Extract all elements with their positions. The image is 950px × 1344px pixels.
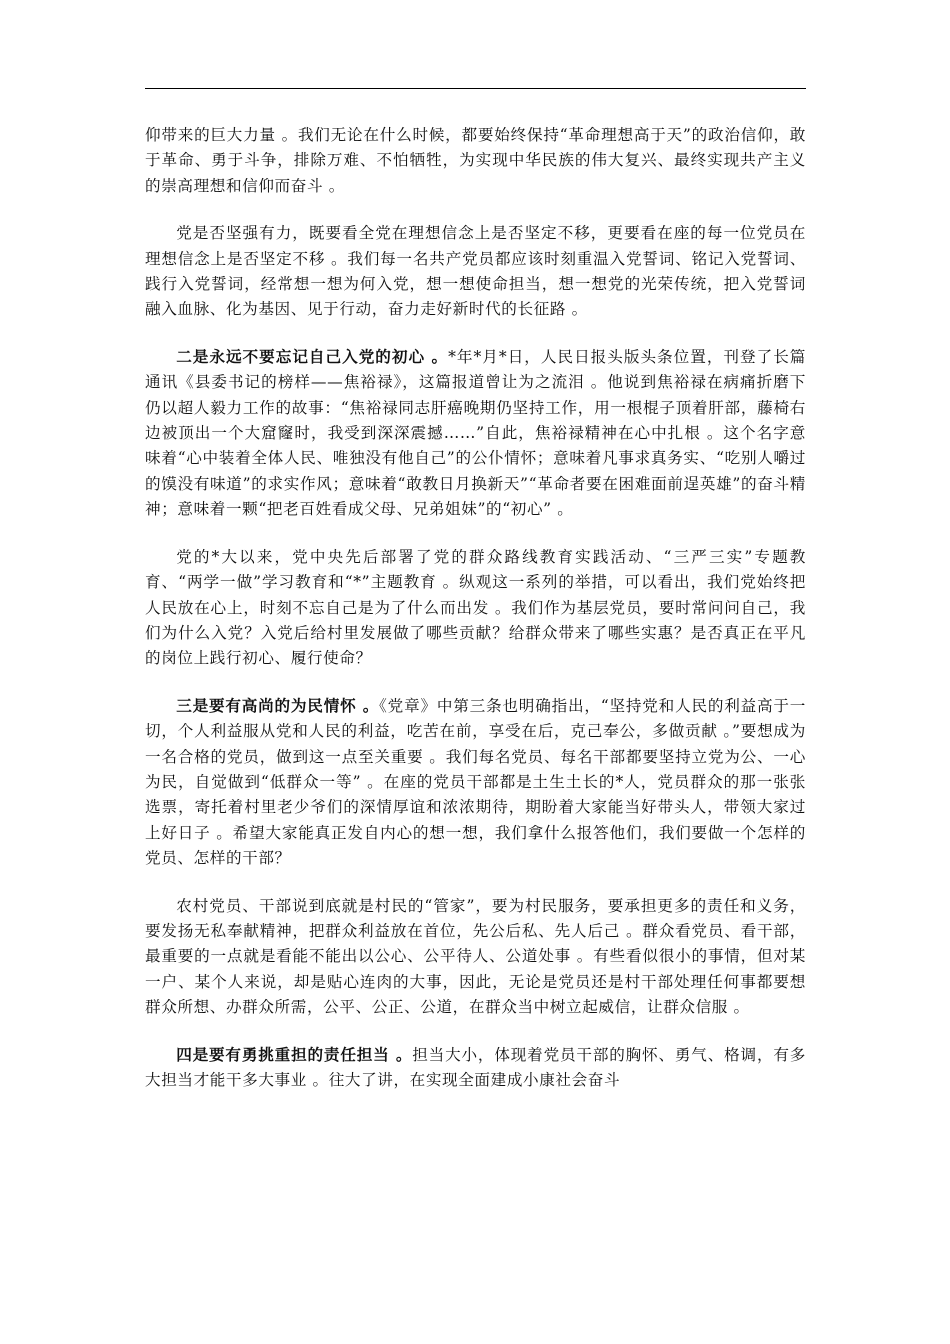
paragraph xyxy=(145,544,806,672)
section-heading-3: 三是要有高尚的为民情怀 。 xyxy=(176,695,380,715)
section-heading-2: 二是永远不要忘记自己入党的初心 。 xyxy=(176,346,449,366)
paragraph xyxy=(145,893,806,1021)
paragraph-text: 党的*大以来，党中央先后部署了党的群众路线教育实践活动、“三严三实”专题教育、“两学一做”学习教育和“*”主题教育 。纵观这一系列的举措，可以看出，我们党始终把人民放在心上，时刻不忘自己是为了什么而出发 。我们作为基层党员，要时常问问自己，我们为什么入党？入党后给村里发展做了哪些贡献？给群众带来了哪些实惠？是否真正在平凡的岗位上践行初心、履行使命？ xyxy=(145,547,806,668)
paragraph-text: 农村党员、干部说到底就是村民的“管家”，要为村民服务，要承担更多的责任和义务，要发扬无私奉献精神，把群众利益放在首位，先公后私、先人后己 。群众看党员、看干部，最重要的一点就是看能不能出以公心、公平待人、公道处事 。有些看似很小的事情，但对某一户、某个人来说，却是贴心连肉的大事，因此，无论是党员还是村干部处理任何事都要想群众所想、办群众所需，公平、公正、公道，在群众当中树立起威信，让群众信服 。 xyxy=(145,896,806,1017)
paragraph xyxy=(145,344,806,523)
header-rule xyxy=(145,88,806,89)
paragraph xyxy=(145,220,806,323)
paragraph xyxy=(145,1042,806,1094)
paragraph-text: *年*月*日，人民日报头版头条位置，刊登了长篇通讯《县委书记的榜样——焦裕禄》，这篇报道曾让为之流泪 。他说到焦裕禄在病痛折磨下仍以超人毅力工作的故事：“焦裕禄同志肝癌晚期仍坚持工作，用一根棍子顶着肝部，藤椅右边被顶出一个大窟窿时，我受到深深震撼……”自此，焦裕禄精神在心中扎根 。这个名字意味着“心中装着全体人民、唯独没有他自己”的公仆情怀；意味着凡事求真务实、“吃别人嚼过的馍没有味道”的求实作风；意味着“敢教日月换新天”“革命者要在困难面前逞英雄”的奋斗精神；意味着一颗“把老百姓看成父母、兄弟姐妹”的“初心” 。 xyxy=(145,347,806,519)
paragraph-text: 《党章》中第三条也明确指出，“坚持党和人民的利益高于一切，个人利益服从党和人民的利益，吃苦在前，享受在后，克己奉公，多做贡献 。”要想成为一名合格的党员，做到这一点至关重要 。我们每名党员、每名干部都要坚持立党为公、一心为民，自觉做到“低群众一等” 。在座的党员干部都是土生土长的*人，党员群众的那一张张选票，寄托着村里老少爷们的深情厚谊和浓浓期待，期盼着大家能当好带头人，带领大家过上好日子 。希望大家能真正发自内心的想一想，我们拿什么报答他们，我们要做一个怎样的党员、怎样的干部？ xyxy=(145,696,806,868)
paragraph-text: 仰带来的巨大力量 。我们无论在什么时候，都要始终保持“革命理想高于天”的政治信仰，敢于革命、勇于斗争，排除万难、不怕牺牲，为实现中华民族的伟大复兴、最终实现共产主义的崇高理想和信仰而奋斗 。 xyxy=(145,126,806,195)
paragraph xyxy=(145,693,806,872)
paragraph xyxy=(145,122,806,199)
section-heading-4: 四是要有勇挑重担的责任担当 。 xyxy=(176,1044,413,1064)
paragraph-text: 党是否坚强有力，既要看全党在理想信念上是否坚定不移，更要看在座的每一位党员在理想信念上是否坚定不移 。我们每一名共产党员都应该时刻重温入党誓词、铭记入党誓词、践行入党誓词，经常想一想为何入党，想一想使命担当，想一想党的光荣传统，把入党誓词融入血脉、化为基因、见于行动，奋力走好新时代的长征路 。 xyxy=(145,224,806,319)
body-text xyxy=(145,122,806,1114)
paragraph-text: 担当大小，体现着党员干部的胸怀、勇气、格调，有多大担当才能干多大事业 。往大了讲，在实现全面建成小康社会奋斗 xyxy=(145,1045,806,1089)
